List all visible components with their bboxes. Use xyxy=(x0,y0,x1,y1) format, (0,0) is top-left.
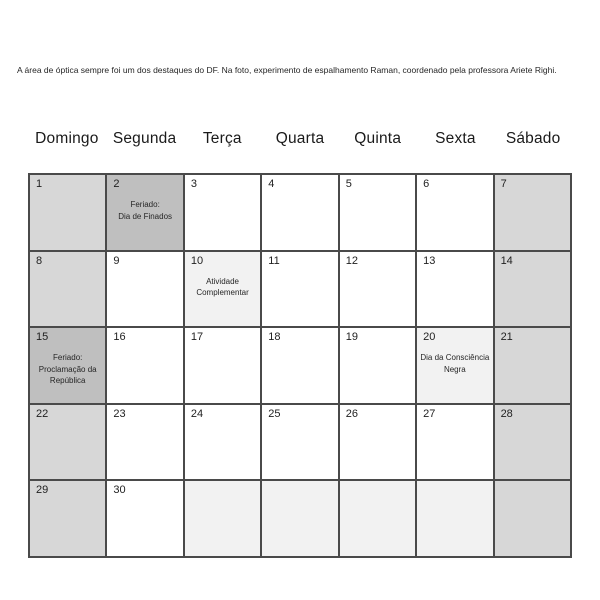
day-cell-6 xyxy=(417,175,492,250)
day-note-line: Atividade xyxy=(206,276,240,286)
day-note xyxy=(107,199,182,222)
weekday-label-terca: Terça xyxy=(202,130,242,147)
day-cell-11 xyxy=(262,252,337,327)
day-note-line: Feriado: xyxy=(130,200,160,209)
day-number: 5 xyxy=(345,178,352,190)
day-number: 18 xyxy=(268,331,281,344)
day-note-line: República xyxy=(49,376,86,386)
day-number: 20 xyxy=(423,331,436,344)
day-number: 21 xyxy=(500,331,513,344)
weekday-label-quinta: Quinta xyxy=(354,130,402,147)
day-cell-2 xyxy=(107,175,182,250)
day-number: 17 xyxy=(190,331,204,344)
day-cell-30 xyxy=(107,481,182,556)
weekday-label-segunda: Segunda xyxy=(112,130,177,147)
day-cell-10 xyxy=(185,252,260,327)
day-cell-27 xyxy=(417,405,492,480)
day-number: 26 xyxy=(345,407,358,420)
day-number: 19 xyxy=(345,331,358,344)
day-cell-15 xyxy=(30,328,105,403)
day-number: 4 xyxy=(268,178,275,190)
day-cell-19 xyxy=(340,328,415,403)
weekday-label-quarta: Quarta xyxy=(275,130,325,147)
day-number: 28 xyxy=(500,407,513,420)
empty-day-cell xyxy=(185,481,260,556)
day-note-line: Complementar xyxy=(196,288,249,298)
day-note-line: Proclamação da xyxy=(38,364,97,374)
day-number: 24 xyxy=(190,407,204,420)
day-number: 11 xyxy=(268,254,280,267)
day-number: 8 xyxy=(36,254,43,267)
day-number: 12 xyxy=(345,254,358,267)
day-number: 16 xyxy=(113,331,126,344)
day-cell-7 xyxy=(495,175,570,250)
day-number: 22 xyxy=(36,407,49,420)
day-note-line: Dia de Finados xyxy=(118,211,173,221)
day-cell-9 xyxy=(107,252,182,327)
day-note xyxy=(185,276,260,299)
day-cell-4 xyxy=(262,175,337,250)
day-cell-14 xyxy=(495,252,570,327)
day-note-line: Dia da Consciência xyxy=(420,353,490,363)
day-cell-26 xyxy=(340,405,415,480)
day-cell-17 xyxy=(185,328,260,403)
day-cell-20 xyxy=(417,328,492,403)
calendar-grid xyxy=(28,173,572,558)
day-number xyxy=(495,481,570,484)
day-number: 9 xyxy=(113,254,120,267)
day-note xyxy=(417,352,492,375)
empty-day-cell xyxy=(417,481,492,556)
day-number: 7 xyxy=(500,178,507,190)
weekday-label-sexta: Sexta xyxy=(435,130,476,147)
day-number xyxy=(417,481,492,484)
day-number: 6 xyxy=(423,178,430,190)
day-cell-29 xyxy=(30,481,105,556)
day-cell-24 xyxy=(185,405,260,480)
day-cell-12 xyxy=(340,252,415,327)
day-number xyxy=(262,481,337,484)
day-number: 23 xyxy=(113,407,126,420)
day-cell-13 xyxy=(417,252,492,327)
day-number: 15 xyxy=(36,331,49,344)
weekday-label-domingo: Domingo xyxy=(35,130,99,147)
day-cell-21 xyxy=(495,328,570,403)
day-number: 25 xyxy=(268,407,281,420)
day-cell-22 xyxy=(30,405,105,480)
day-cell-16 xyxy=(107,328,182,403)
day-cell-8 xyxy=(30,252,105,327)
day-number: 3 xyxy=(190,178,197,190)
day-number: 14 xyxy=(500,254,513,267)
day-number: 10 xyxy=(190,254,204,267)
day-cell-25 xyxy=(262,405,337,480)
weekday-label-sabado: Sábado xyxy=(505,130,561,147)
empty-day-cell xyxy=(495,481,570,556)
empty-day-cell xyxy=(340,481,415,556)
day-number: 2 xyxy=(113,178,120,190)
day-number: 30 xyxy=(113,484,126,497)
day-number xyxy=(340,481,415,484)
day-cell-1 xyxy=(30,175,105,250)
day-number: 29 xyxy=(36,484,49,497)
weekday-header-row xyxy=(28,130,572,148)
day-note-line: Feriado: xyxy=(53,353,83,363)
day-number xyxy=(185,481,260,484)
day-cell-23 xyxy=(107,405,182,480)
day-cell-5 xyxy=(340,175,415,250)
day-number: 1 xyxy=(36,178,43,190)
day-cell-3 xyxy=(185,175,260,250)
day-cell-18 xyxy=(262,328,337,403)
day-number: 13 xyxy=(423,254,436,267)
day-cell-28 xyxy=(495,405,570,480)
photo-caption-text: A área de óptica sempre foi um dos destaques do DF. Na foto, experimento de espalhamento Raman, coordenado pela professora Ariete Righi. xyxy=(17,65,557,75)
day-note xyxy=(30,352,105,387)
empty-day-cell xyxy=(262,481,337,556)
day-note-line: Negra xyxy=(443,364,466,374)
day-number: 27 xyxy=(423,407,436,420)
